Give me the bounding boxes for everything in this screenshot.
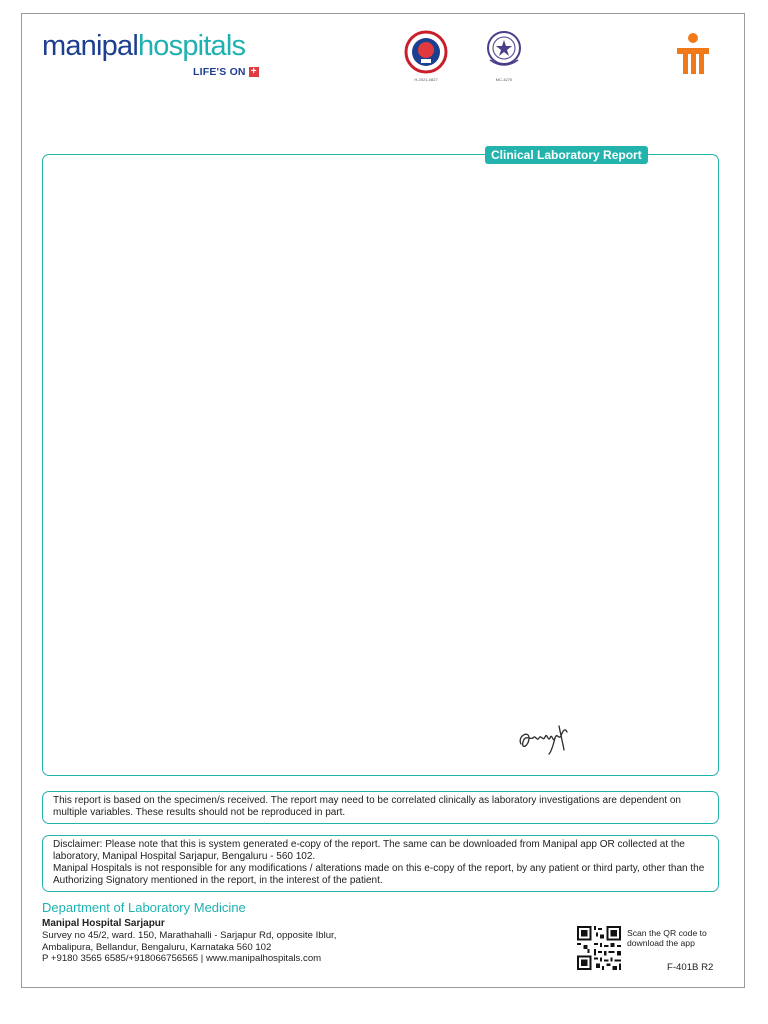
specimen-notice-text: This report is based on the specimen/s received. The report may need to be correlated clinically as laboratory investigations are dependent on multiple variables. These results should not be reproduced in part.: [53, 795, 681, 818]
tagline: [193, 66, 259, 78]
form-code: F-401B R2: [667, 962, 714, 973]
seal2-caption: MC-4270: [495, 77, 513, 82]
specimen-notice: [42, 791, 719, 824]
logo-text-hospitals: hospitals: [137, 30, 246, 62]
logo-text-manipal: manipal: [42, 30, 138, 62]
qr-code-icon: [577, 926, 621, 970]
signature: [515, 716, 577, 758]
hospital-name: Manipal Hospital Sarjapur: [42, 918, 165, 929]
manipal-emblem-icon: [675, 30, 711, 78]
report-title: Clinical Laboratory Report: [485, 146, 648, 164]
plus-icon: +: [250, 66, 257, 77]
nabh-seal-icon: [404, 30, 448, 74]
seal1-caption: H-2021-0827: [414, 77, 438, 82]
disclaimer-line1: Disclaimer: Please note that this is system generated e-copy of the report. The same can be downloaded from Manipal app OR collected at the laboratory, Manipal Hospital Sarjapur, Bengaluru - 560 102.: [53, 839, 685, 862]
report-frame: [42, 154, 719, 776]
nabl-seal-icon: [484, 30, 524, 74]
hospital-address: [42, 918, 336, 965]
qr-caption: Scan the QR code to download the app: [627, 928, 707, 948]
disclaimer-box: [42, 835, 719, 892]
manipal-logo: [42, 30, 245, 63]
department-title: Department of Laboratory Medicine: [42, 900, 246, 915]
address-line2: Ambalipura, Bellandur, Bengaluru, Karnataka 560 102: [42, 941, 272, 953]
tagline-text: LIFE'S ON: [193, 66, 246, 78]
contact-line: P +9180 3565 6585/+918066756565 | www.manipalhospitals.com: [42, 953, 322, 965]
disclaimer-line2: Manipal Hospitals is not responsible for any modifications / alterations made on this e-copy of the report, by any patient or third party, other than the Authorizing Signatory mentioned in the report, in the interest of the patient.: [53, 863, 705, 886]
address-line1: Survey no 45/2, ward. 150, Marathahalli - Sarjapur Rd, opposite Iblur,: [42, 929, 337, 941]
